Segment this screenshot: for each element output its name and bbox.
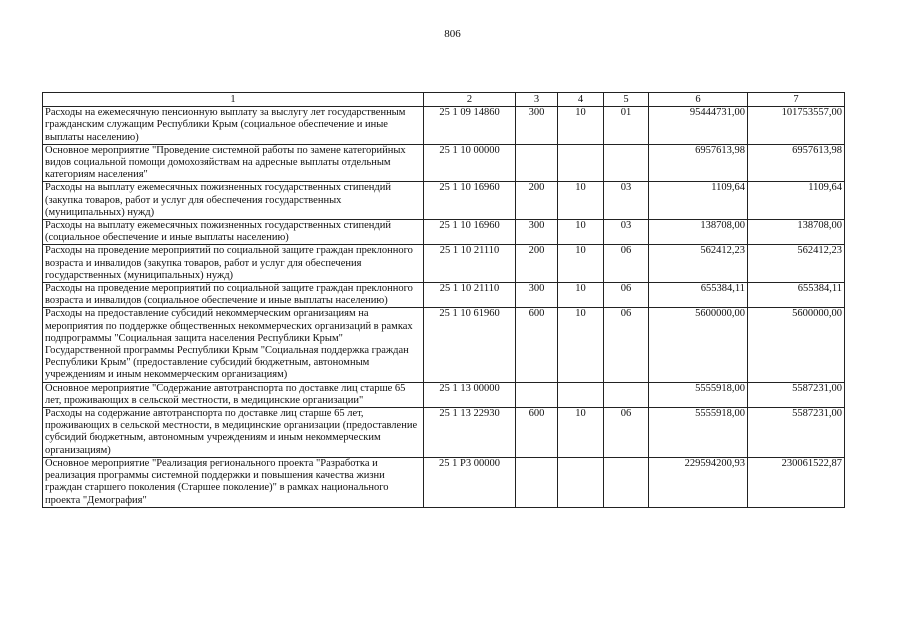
amount-year1-cell: 655384,11 [649,283,748,308]
amount-year1-cell: 6957613,98 [649,144,748,182]
section-code-cell: 10 [558,182,604,220]
amount-year2-cell: 230061522,87 [748,457,845,507]
expense-type-code-cell [516,144,558,182]
expense-type-code-cell [516,457,558,507]
subsection-code-cell [604,457,649,507]
section-code-cell: 10 [558,408,604,458]
section-code-cell [558,457,604,507]
row-name-cell: Основное мероприятие "Содержание автотранспорта по доставке лиц старше 65 лет, проживающих в сельской местности, в медицинские организации" [43,382,424,407]
amount-year1-cell: 562412,23 [649,245,748,283]
amount-year2-cell: 5587231,00 [748,408,845,458]
section-code-cell: 10 [558,245,604,283]
target-article-code-cell: 25 1 09 14860 [424,107,516,145]
target-article-code-cell: 25 1 10 00000 [424,144,516,182]
budget-table [42,92,845,508]
header-cell: 5 [604,93,649,107]
target-article-code-cell: 25 1 10 16960 [424,182,516,220]
subsection-code-cell: 03 [604,220,649,245]
amount-year1-cell: 5555918,00 [649,382,748,407]
table-row [43,245,845,283]
header-cell: 4 [558,93,604,107]
section-code-cell: 10 [558,107,604,145]
row-name-cell: Расходы на проведение мероприятий по социальной защите граждан преклонного возраста и инвалидов (социальное обеспечение и иные выплаты населению) [43,283,424,308]
table-row [43,182,845,220]
amount-year1-cell: 5600000,00 [649,308,748,382]
target-article-code-cell: 25 1 P3 00000 [424,457,516,507]
target-article-code-cell: 25 1 10 21110 [424,245,516,283]
expense-type-code-cell: 200 [516,245,558,283]
table-row [43,457,845,507]
row-name-cell: Расходы на проведение мероприятий по социальной защите граждан преклонного возраста и инвалидов (закупка товаров, работ и услуг для обеспечения государственных (муниципальных) нужд) [43,245,424,283]
expense-type-code-cell: 300 [516,220,558,245]
amount-year1-cell: 138708,00 [649,220,748,245]
amount-year2-cell: 5600000,00 [748,308,845,382]
table-row [43,283,845,308]
page-number: 806 [444,28,461,40]
expense-type-code-cell: 600 [516,408,558,458]
expense-type-code-cell: 600 [516,308,558,382]
subsection-code-cell: 06 [604,308,649,382]
section-code-cell: 10 [558,308,604,382]
table-row [43,308,845,382]
amount-year2-cell: 5587231,00 [748,382,845,407]
amount-year1-cell: 1109,64 [649,182,748,220]
target-article-code-cell: 25 1 10 61960 [424,308,516,382]
subsection-code-cell: 06 [604,283,649,308]
row-name-cell: Расходы на предоставление субсидий некоммерческим организациям на мероприятия по поддержке общественных некоммерческих организаций в рамках подпрограммы "Социальная защита населения Республики Крым" Государственной программы Республики Крым "Социальная поддержка граждан Республики Крым" (предоставление субсидий бюджетным, автономным учреждениям и иным некоммерческим организациям) [43,308,424,382]
amount-year2-cell: 562412,23 [748,245,845,283]
amount-year2-cell: 101753557,00 [748,107,845,145]
subsection-code-cell [604,382,649,407]
subsection-code-cell: 01 [604,107,649,145]
expense-type-code-cell: 200 [516,182,558,220]
section-code-cell [558,382,604,407]
target-article-code-cell: 25 1 10 16960 [424,220,516,245]
table-row [43,382,845,407]
row-name-cell: Расходы на содержание автотранспорта по доставке лиц старше 65 лет, проживающих в сельской местности, в медицинские организации (предоставление субсидий бюджетным, автономным учреждениям и иным некоммерческим организациям) [43,408,424,458]
header-cell: 3 [516,93,558,107]
row-name-cell: Расходы на выплату ежемесячных пожизненных государственных стипендий (социальное обеспечение и иные выплаты населению) [43,220,424,245]
expense-type-code-cell: 300 [516,283,558,308]
amount-year2-cell: 138708,00 [748,220,845,245]
amount-year1-cell: 95444731,00 [649,107,748,145]
amount-year2-cell: 655384,11 [748,283,845,308]
subsection-code-cell [604,144,649,182]
amount-year2-cell: 1109,64 [748,182,845,220]
target-article-code-cell: 25 1 13 00000 [424,382,516,407]
subsection-code-cell: 06 [604,245,649,283]
section-code-cell: 10 [558,220,604,245]
table-header-row [43,93,845,107]
amount-year1-cell: 229594200,93 [649,457,748,507]
header-cell: 1 [43,93,424,107]
row-name-cell: Расходы на выплату ежемесячных пожизненных государственных стипендий (закупка товаров, работ и услуг для обеспечения государственных (муниципальных) нужд) [43,182,424,220]
section-code-cell: 10 [558,283,604,308]
table-row [43,220,845,245]
amount-year2-cell: 6957613,98 [748,144,845,182]
row-name-cell: Расходы на ежемесячную пенсионную выплату за выслугу лет государственным гражданским служащим Республики Крым (социальное обеспечение и иные выплаты населению) [43,107,424,145]
amount-year1-cell: 5555918,00 [649,408,748,458]
header-cell: 2 [424,93,516,107]
target-article-code-cell: 25 1 10 21110 [424,283,516,308]
target-article-code-cell: 25 1 13 22930 [424,408,516,458]
expense-type-code-cell [516,382,558,407]
row-name-cell: Основное мероприятие "Реализация регионального проекта "Разработка и реализация программы системной поддержки и повышения качества жизни граждан старшего поколения (Старшее поколение)" в рамках национального проекта "Демография" [43,457,424,507]
table-row [43,107,845,145]
header-cell: 7 [748,93,845,107]
subsection-code-cell: 06 [604,408,649,458]
row-name-cell: Основное мероприятие "Проведение системной работы по замене категорийных видов социальной помощи домохозяйствам на адресные выплаты отдельным категориям населения" [43,144,424,182]
section-code-cell [558,144,604,182]
header-cell: 6 [649,93,748,107]
subsection-code-cell: 03 [604,182,649,220]
table-row [43,144,845,182]
table-row [43,408,845,458]
expense-type-code-cell: 300 [516,107,558,145]
